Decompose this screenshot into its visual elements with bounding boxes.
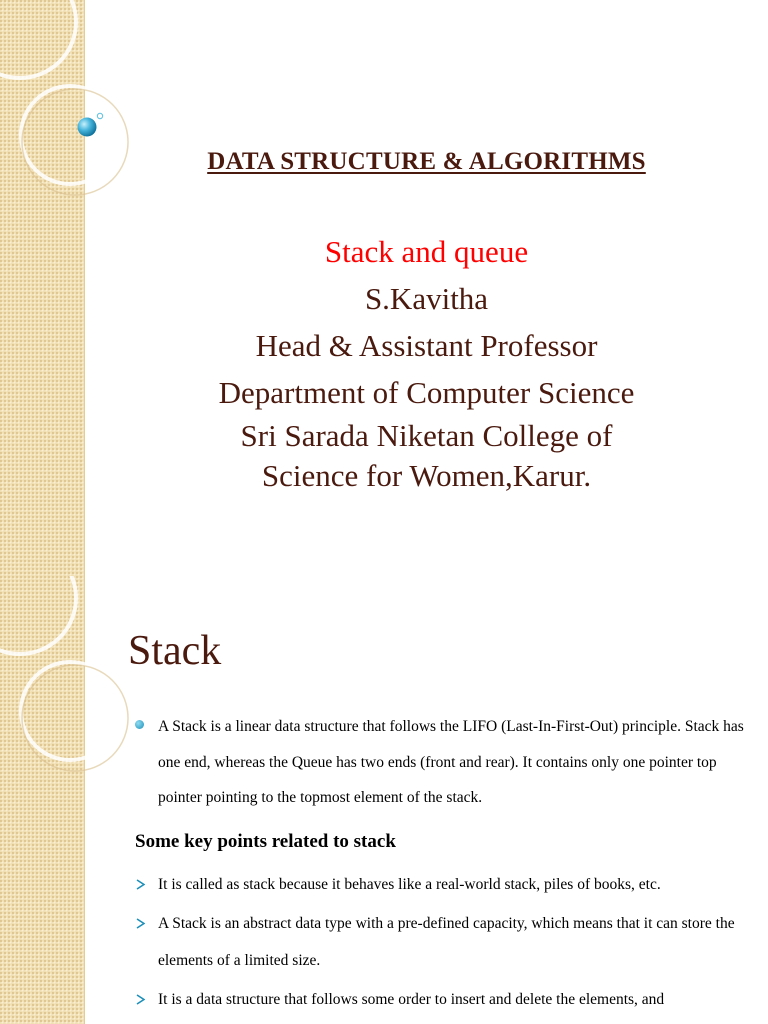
decorative-rings-icon <box>0 576 130 796</box>
blue-arrow-bullet-icon <box>136 879 145 890</box>
key-point-item <box>135 866 745 903</box>
blue-arrow-bullet-icon <box>136 918 145 929</box>
decorative-rings-icon <box>0 0 130 220</box>
key-points-heading: Some key points related to stack <box>135 830 396 852</box>
key-point-text: A Stack is an abstract data type with a pre-defined capacity, which means that it can store the elements of a limited size. <box>158 914 735 969</box>
author-designation: Head & Assistant Professor <box>255 328 598 363</box>
document-title: DATA STRUCTURE & ALGORITHMS <box>207 148 646 175</box>
department-name: Department of Computer Science <box>218 375 635 410</box>
college-name-line-2: Science for Women,Karur. <box>261 458 592 493</box>
slide-body <box>135 709 745 1020</box>
college-name-line-1: Sri Sarada Niketan College of <box>240 418 613 453</box>
stack-slide <box>0 576 768 1024</box>
slide-heading: Stack <box>128 628 222 674</box>
author-name: S.Kavitha <box>364 281 489 316</box>
key-point-text: It is a data structure that follows some order to insert and delete the elements, and <box>158 990 665 1008</box>
key-point-item <box>135 981 745 1018</box>
intro-paragraph <box>135 709 745 816</box>
subtitle-topic: Stack and queue <box>324 234 529 269</box>
title-slide-details <box>85 228 768 496</box>
blue-dot-bullet-icon <box>135 720 144 729</box>
intro-text: A Stack is a linear data structure that follows the LIFO (Last-In-First-Out) principle. Stack has one end, whereas the Queue has two ends (front and rear). It contains only one pointer top pointer pointing to the topmost element of the stack. <box>158 718 744 806</box>
blue-arrow-bullet-icon <box>136 994 145 1005</box>
key-point-text: It is called as stack because it behaves like a real-world stack, piles of books, etc. <box>158 875 661 893</box>
key-point-item <box>135 905 745 979</box>
